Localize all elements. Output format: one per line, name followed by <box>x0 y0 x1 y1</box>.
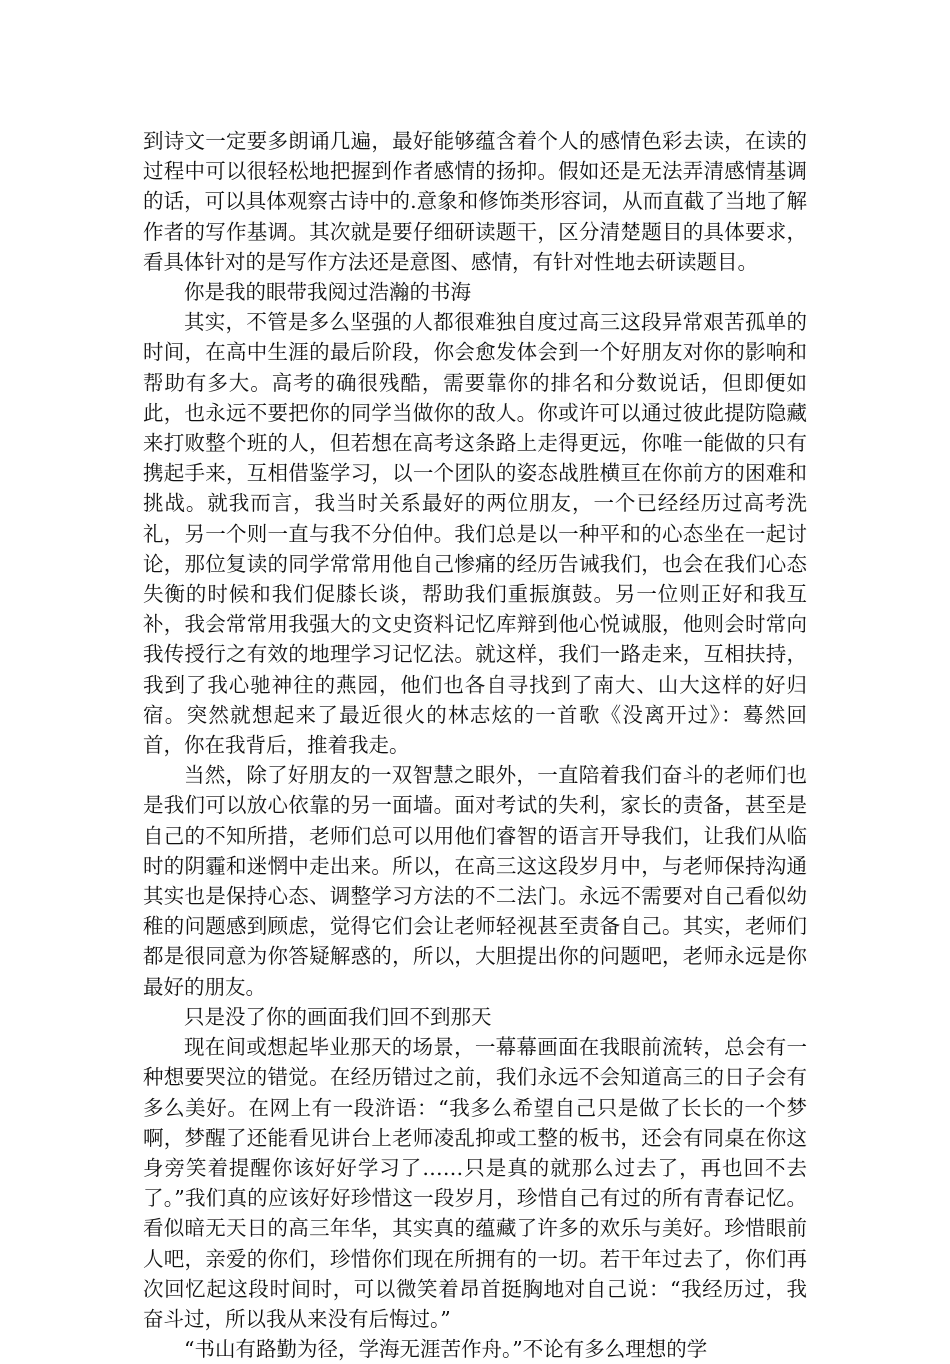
body-paragraph: 其实，不管是多么坚强的人都很难独自度过高三这段异常艰苦孤单的时间，在高中生涯的最后阶段，你会愈发体会到一个好朋友对你的影响和帮助有多大。高考的确很残酷，需要靠你的排名和分数说话，但即便如此，也永远不要把你的同学当做你的敌人。你或许可以通过彼此提防隐藏来打败整个班的人，但若想在高考这条路上走得更远，你唯一能做的只有携起手来，互相借鉴学习，以一个团队的姿态战胜横亘在你前方的困难和挑战。就我而言，我当时关系最好的两位朋友，一个已经经历过高考洗礼，另一个则一直与我不分伯仲。我们总是以一种平和的心态坐在一起讨论，那位复读的同学常常用他自己惨痛的经历告诫我们，也会在我们心态失衡的时候和我们促膝长谈，帮助我们重振旗鼓。另一位则正好和我互补，我会常常用我强大的文史资料记忆库辩到他心悦诚服，他则会时常向我传授行之有效的地理学习记忆法。就这样，我们一路走来，互相扶持，我到了我心驰神往的燕园，他们也各自寻找到了南大、山大这样的好归宿。突然就想起来了最近很火的林志炫的一首歌《没离开过》：蓦然回首，你在我背后，推着我走。 <box>143 310 807 758</box>
body-paragraph: 到诗文一定要多朗诵几遍，最好能够蕴含着个人的感情色彩去读，在读的过程中可以很轻松地把握到作者感情的扬抑。假如还是无法弄清感情基调的话，可以具体观察古诗中的.意象和修饰类形容词，从而直截了当地了解作者的写作基调。其次就是要仔细研读题干，区分清楚题目的具体要求，看具体针对的是写作方法还是意图、感情，有针对性地去研读题目。 <box>143 129 807 274</box>
section-heading: 你是我的眼带我阅过浩瀚的书海 <box>184 280 471 305</box>
body-paragraph: “书山有路勤为径，学海无涯苦作舟。”不论有多么理想的学 <box>184 1337 708 1362</box>
document-body <box>143 126 807 1364</box>
section-heading: 只是没了你的画面我们回不到那天 <box>184 1004 492 1029</box>
body-paragraph: 现在间或想起毕业那天的场景，一幕幕画面在我眼前流转，总会有一种想要哭泣的错觉。在经历错过之前，我们永远不会知道高三的日子会有多么美好。在网上有一段浒语：“我多么希望自己只是做了长长的一个梦啊，梦醒了还能看见讲台上老师凌乱抑或工整的板书，还会有同桌在你这身旁笑着提醒你该好好学习了……只是真的就那么过去了，再也回不去了。”我们真的应该好好珍惜这一段岁月，珍惜自己有过的所有青春记忆。看似暗无天日的高三年华，其实真的蕴藏了许多的欢乐与美好。珍惜眼前人吧，亲爱的你们，珍惜你们现在所拥有的一切。若干年过去了，你们再次回忆起这段时间时，可以微笑着昂首挺胸地对自己说：“我经历过，我奋斗过，所以我从来没有后悔过。” <box>143 1035 807 1331</box>
body-paragraph: 当然，除了好朋友的一双智慧之眼外，一直陪着我们奋斗的老师们也是我们可以放心依靠的另一面墙。面对考试的失利，家长的责备，甚至是自己的不知所措，老师们总可以用他们睿智的语言开导我们，让我们从临时的阴霾和迷惘中走出来。所以，在高三这这段岁月中，与老师保持沟通其实也是保持心态、调整学习方法的不二法门。永远不需要对自己看似幼稚的问题感到顾虑，觉得它们会让老师轻视甚至责备自己。其实，老师们都是很同意为你答疑解惑的，所以，大胆提出你的问题吧，老师永远是你最好的朋友。 <box>143 763 807 999</box>
